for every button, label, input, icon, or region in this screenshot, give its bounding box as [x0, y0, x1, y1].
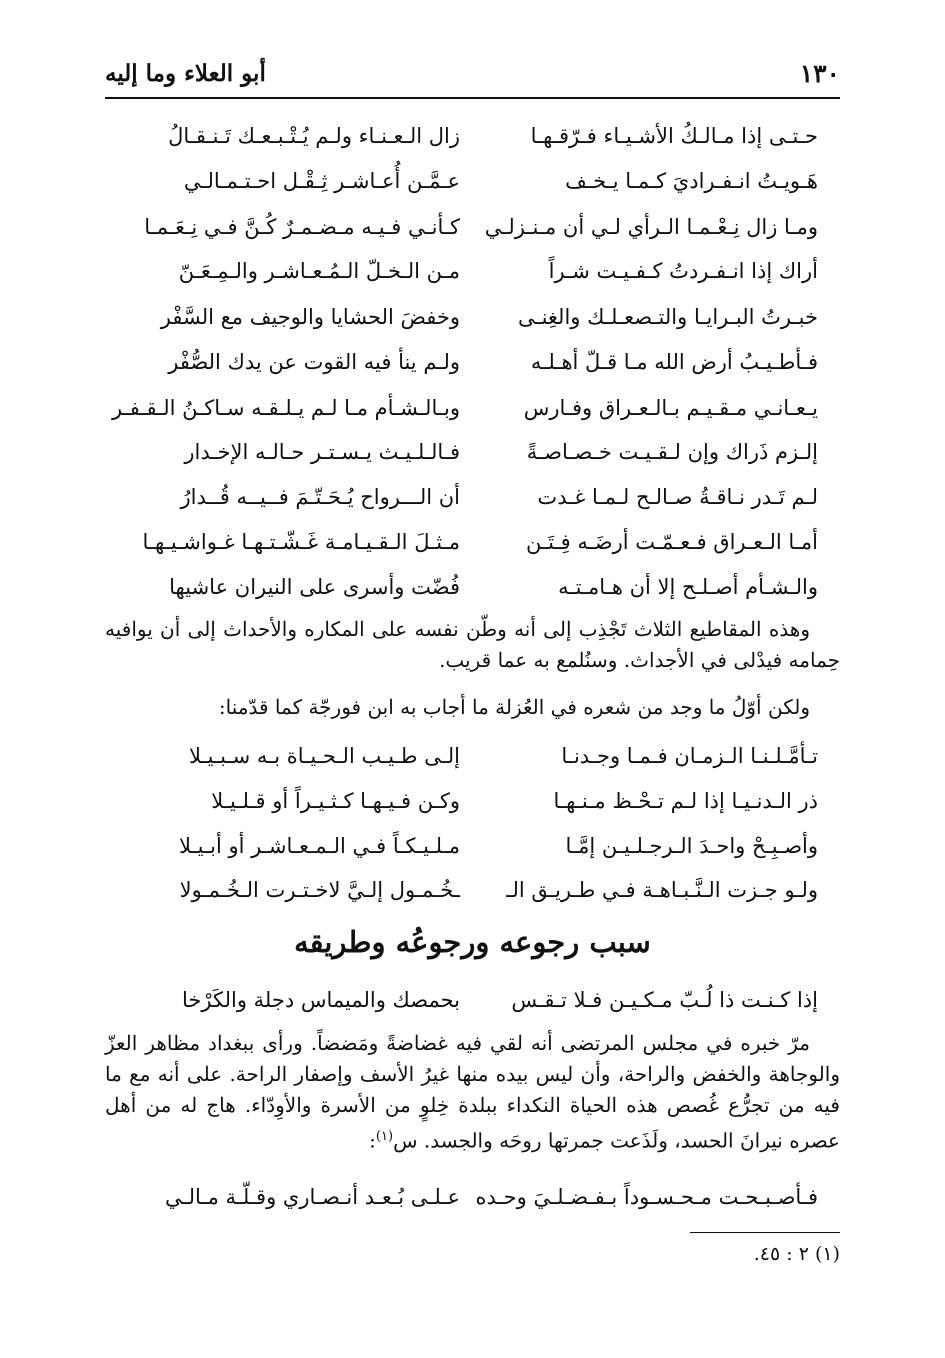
verse — [105, 159, 840, 203]
hemistich-second: مـثـلَ الـقـيـامـة غَـشّـتـهـا غـواشـيـهـا — [142, 530, 460, 554]
hemistich-second: وكـن فـيـهـا كـثـيـراً أو قـلـيـلا — [211, 789, 460, 813]
hemistich-second: أن الـــرواح يُـحَـتّـمَ فــيــه قُــدارُ — [180, 485, 460, 509]
hemistich-second: ـخُـمـول إلـيَّ لاخـتـرت الـخُـمـولا — [179, 878, 460, 902]
hemistich-second: بحمصك والميماس دجلة والكَرْخا — [182, 988, 460, 1012]
hemistich-first: والـشـأم أصـلـح إلا أن هـامـتـه — [558, 575, 818, 599]
hemistich-second: كـأنـي فـيـه مـضـمـرٌ كُـنَّ فـي نِـعَـمـا — [144, 215, 460, 239]
hemistich-first: إذا كـنـت ذا لُـبّ مـكـيـن فـلا تـقـس — [511, 988, 818, 1012]
hemistich-first: أمـا الـعـراق فـعـمّـت أرضَـه فِـتَـن — [526, 530, 818, 554]
page-number: ١٣٠ — [799, 58, 840, 88]
verse — [105, 340, 840, 384]
verse — [105, 779, 840, 823]
paragraph-end: : — [369, 1128, 376, 1153]
hemistich-second: إلـى طـيـب الـحـيـاة بـه سـبـيـلا — [188, 744, 460, 768]
paragraph: ولكن أوّلُ ما وجد من شعره في العُزلة ما أجاب به ابن فورجّة كما قدّمنا: — [218, 695, 810, 719]
hemistich-second: عـمَّـن أُعـاشـر ثِـقْـل احـتـمـالـي — [183, 169, 460, 193]
verse — [105, 386, 840, 430]
paragraph: وهذه المقاطيع الثلاث تَجْذِب إلى أنه وطّن نفسه على المكاره والأحداث إلى أن يوافيه حِمامه فيدْلى في الأجداث. وسنُلمع به عما قريب. — [105, 617, 840, 672]
hemistich-first: ذر الـدنـيـا إذا لـم تـحْـظ مـنـهـا — [553, 789, 818, 813]
hemistich-first: لـم تَـدر نـاقـةُ صـالـح لـمـا غـدت — [537, 485, 818, 509]
hemistich-first: فـأطـيـبُ أرض الله مـا قـلّ أهـلـه — [530, 350, 818, 374]
verse — [105, 868, 840, 912]
hemistich-first: وأصـبِـحْ واحـدَ الـرجـلـيـن إمَّـا — [565, 834, 818, 858]
paragraph — [105, 1028, 840, 1157]
hemistich-second: مـلـيـكـاً فـي الـمـعـاشـر أو أبـيـلا — [178, 834, 460, 858]
running-title: أبو العلاء وما إليه — [105, 59, 266, 87]
hemistich-first: ولـو جـزت الـنَّـبـاهـة فـي طـريـق الـ — [506, 878, 818, 902]
verse — [105, 249, 840, 293]
page-header — [105, 52, 840, 94]
hemistich-first: هَـويـتُ انـفـراديَ كـمـا يـخـف — [565, 169, 818, 193]
hemistich-first: تـأمَّـلـنـا الـزمـان فـمـا وجـدنـا — [561, 744, 818, 768]
hemistich-first: حـتـى إذا مـالـكُ الأشـيـاء فـرّقـهـا — [530, 124, 818, 148]
hemistich-first: فـأصـبـحـت مـحـسـوداً بـفـضـلـيَ وحـده — [475, 1185, 818, 1209]
hemistich-second: وخفضَ الحشايا والوجيف مع السَّفْر — [160, 305, 460, 329]
paragraph-text: مرّ خبره في مجلس المرتضى أنه لقي فيه غضاضةً ومَضضاً. ورأى ببغداد مظاهر العزّ والوجاهة والخفض والراحة، وأن ليس بيده منها غيرُ الأسف وإصفار الراحة. على أنه مع ما فيه من تجرُّع غُصص هذه الحياة النكداء ببلدة خِلوٍ من الأسرة والأوِدّاء. هاج له من أهل عصره نيرانَ الحسد، ولَذَعت جمرتها روحَه والجسد. س — [105, 1031, 840, 1153]
hemistich-second: زال الـعـنـاء ولـم يُـتْـبـعـك تَـنـقـالُ — [168, 124, 460, 148]
verse — [105, 520, 840, 564]
hemistich-second: ولـم ينأ فيه القوت عن يدك الصُّفْر — [168, 350, 460, 374]
hemistich-second: عـلـى بُـعـد أنـصـاري وقـلّـة مـالـي — [164, 1185, 460, 1209]
hemistich-second: فُضّت وأسرى على النيران عاشيها — [169, 575, 460, 599]
hemistich-first: إلـزم ذَراك وإن لـقـيـت خـصـاصـةً — [526, 440, 818, 464]
hemistich-first: خبـرتُ البـرايـا والتـصعـلـك والغِنـى — [517, 305, 818, 329]
verse — [105, 1175, 840, 1219]
verse — [105, 114, 840, 158]
footnote-rule — [690, 1232, 840, 1233]
verse — [105, 824, 840, 868]
section-heading: سبب رجوعه ورجوعُه وطريقه — [294, 925, 651, 959]
verse — [105, 565, 840, 609]
hemistich-second: فـالـلـيـث يـسـتـر حـالـه الإخـدار — [184, 440, 460, 464]
verse — [105, 430, 840, 474]
verse — [105, 734, 840, 778]
hemistich-second: مـن الـخـلّ الـمُـعـاشـر والـمِـعَـنّ — [178, 259, 460, 283]
hemistich-first: يـعـانـي مـقـيـم بـالـعـراق وفـارس — [523, 396, 818, 420]
verse — [105, 978, 840, 1022]
footnote-marker: (١) — [375, 1129, 394, 1144]
hemistich-first: ومـا زال نِـعْـمـا الـرأي لـي أن مـنـزلـي — [484, 215, 818, 239]
hemistich-first: أراك إذا انـفـردتُ كـفـيـت شـراً — [548, 259, 818, 283]
hemistich-second: وبـالـشـأم مـا لـم يـلـقـه سـاكـنُ الـقـفـر — [111, 396, 460, 420]
verse — [105, 295, 840, 339]
verse — [105, 205, 840, 249]
footnote: (١) ٢ : ٤٥. — [753, 1243, 840, 1265]
header-rule — [105, 97, 840, 99]
verse — [105, 475, 840, 519]
